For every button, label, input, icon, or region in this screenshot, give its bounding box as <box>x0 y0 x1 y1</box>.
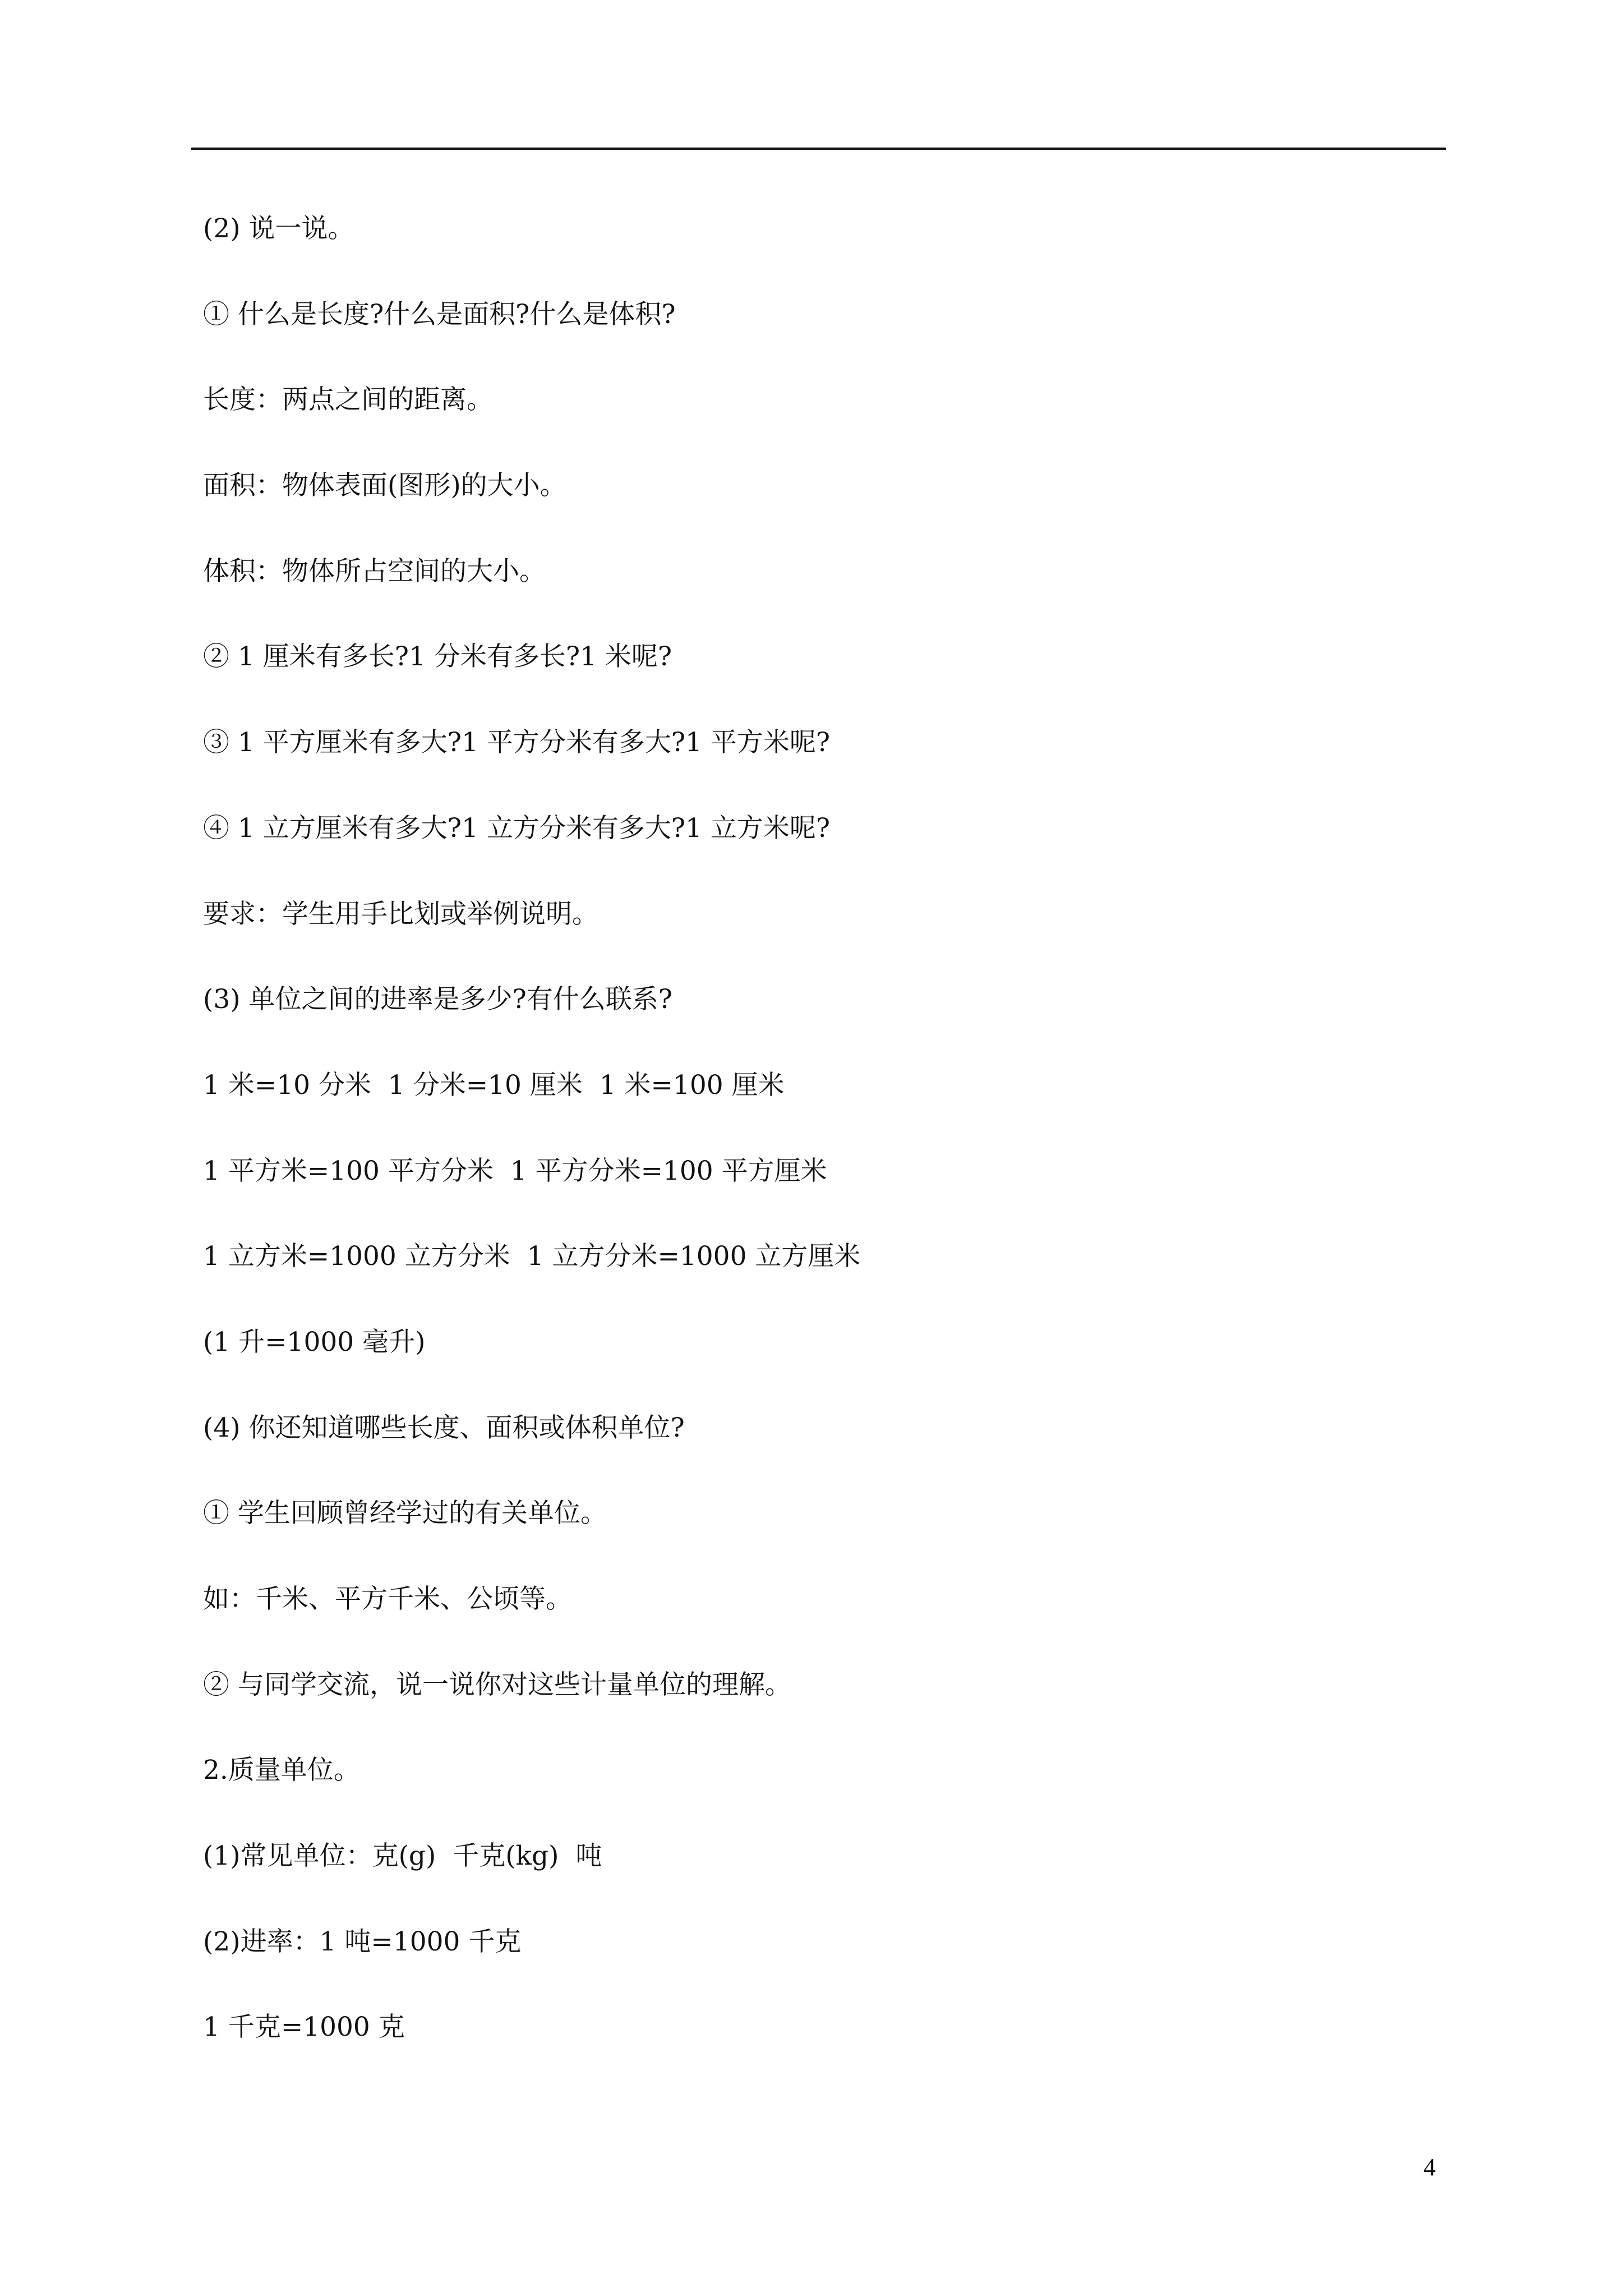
text-line: 如：千米、平方千米、公顷等。 <box>203 1584 572 1614</box>
text-line: 2.质量单位。 <box>203 1755 360 1786</box>
text-line: 长度：两点之间的距离。 <box>203 384 493 416</box>
header-rule <box>191 148 1446 150</box>
text-line: ① 什么是长度?什么是面积?什么是体积? <box>203 298 676 330</box>
text-line: 1 立方米=1000 立方分米 1 立方分米=1000 立方厘米 <box>203 1241 861 1272</box>
text-line: 要求：学生用手比划或举例说明。 <box>203 898 598 930</box>
document-body <box>203 208 1446 2092</box>
text-line: 1 千克=1000 克 <box>203 2012 405 2043</box>
text-line: 1 米=10 分米 1 分米=10 厘米 1 米=100 厘米 <box>203 1069 785 1101</box>
text-line: 1 平方米=100 平方分米 1 平方分米=100 平方厘米 <box>203 1155 827 1186</box>
text-line: ② 与同学交流，说一说你对这些计量单位的理解。 <box>203 1669 791 1700</box>
text-line: (1 升=1000 毫升) <box>203 1326 426 1358</box>
text-line: 面积：物体表面(图形)的大小。 <box>203 470 566 501</box>
text-line: ① 学生回顾曾经学过的有关单位。 <box>203 1498 607 1529</box>
text-line: (2)进率：1 吨=1000 千克 <box>203 1926 522 1957</box>
text-line: (1)常见单位：克(g) 千克(kg) 吨 <box>203 1841 602 1872</box>
text-line: ③ 1 平方厘米有多大?1 平方分米有多大?1 平方米呢? <box>203 727 831 758</box>
text-line: ② 1 厘米有多长?1 分米有多长?1 米呢? <box>203 641 672 673</box>
text-line: 体积：物体所占空间的大小。 <box>203 555 546 587</box>
text-line: (3) 单位之间的进率是多少?有什么联系? <box>203 984 672 1015</box>
text-line: (4) 你还知道哪些长度、面积或体积单位? <box>203 1412 685 1443</box>
page-number: 4 <box>1423 2154 1436 2181</box>
text-line: ④ 1 立方厘米有多大?1 立方分米有多大?1 立方米呢? <box>203 812 831 844</box>
text-line: (2) 说一说。 <box>203 213 354 244</box>
